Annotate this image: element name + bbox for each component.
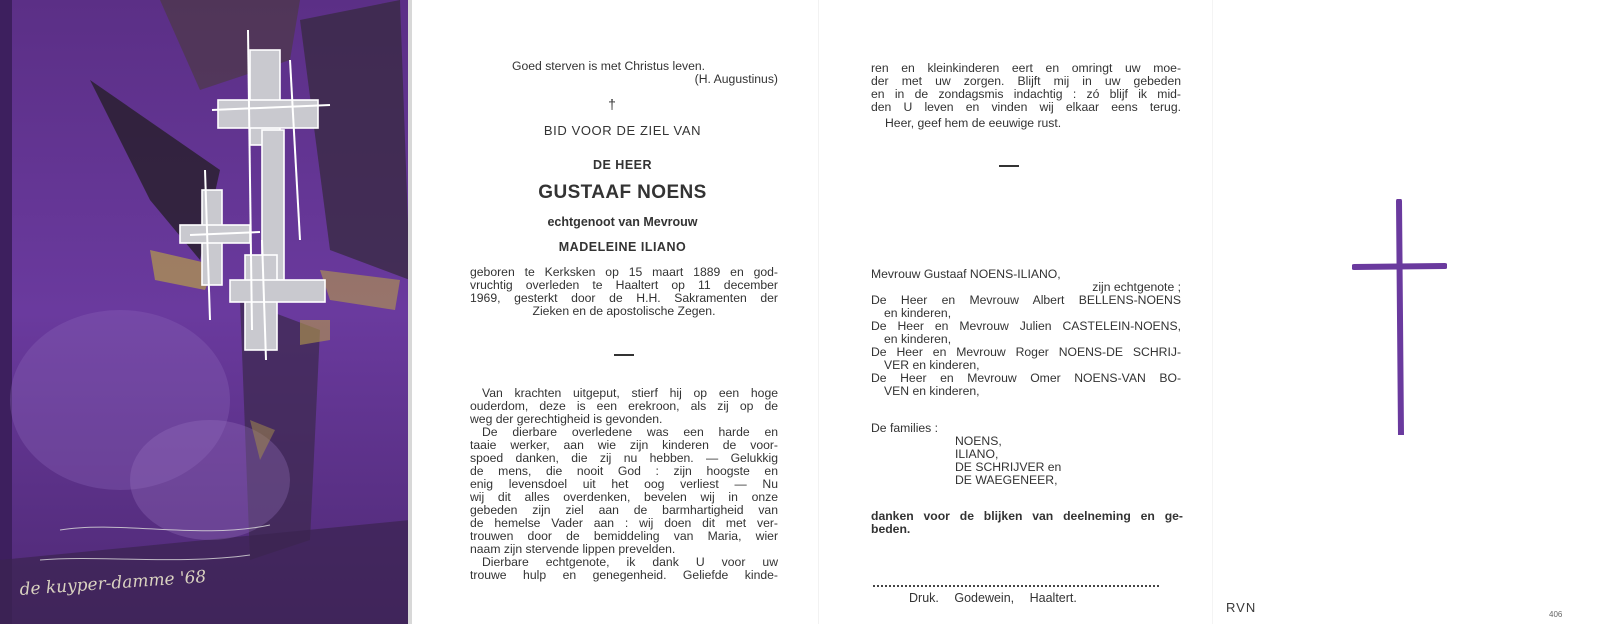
printer-town: Haaltert. xyxy=(1029,591,1077,605)
initials-mark: RVN xyxy=(1226,600,1257,615)
family-line: Mevrouw Gustaaf NOENS-ILIANO, xyxy=(871,267,1061,281)
text-line: taaie werker, aan wie zijn kinderen de voor- xyxy=(470,438,778,452)
text-line: naam zijn stervende lippen prevelden. xyxy=(470,542,676,556)
family-line: VER en kinderen, xyxy=(884,358,980,372)
thanks-text xyxy=(871,510,1183,536)
family-line: De Heer en Mevrouw Roger NOENS-DE SCHRIJ- xyxy=(871,345,1181,359)
text-line: geboren te Kerksken op 15 maart 1889 en god- xyxy=(470,265,778,279)
printer-name: Godewein, xyxy=(954,591,1015,605)
family-name: DE SCHRIJVER en xyxy=(955,460,1062,474)
deceased-name: GUSTAAF NOENS xyxy=(538,182,707,203)
family-name: NOENS, xyxy=(955,434,1002,448)
dotted-rule xyxy=(873,585,1159,587)
families-label: De families : xyxy=(871,421,939,435)
text-line: De dierbare overledene was een harde en xyxy=(482,425,778,439)
text-line: Van krachten uitgeput, stierf hij op een hoge xyxy=(482,386,778,400)
text-line: de hemelse Vader aan : wij doen dit met ver- xyxy=(470,516,778,530)
panel-edge xyxy=(408,0,412,624)
printer-line xyxy=(873,592,1159,605)
text-line: der met uw zorgen. Blijft mij in uw gebeden xyxy=(871,74,1181,88)
artwork-panel xyxy=(0,0,410,624)
quote-text: Goed sterven is met Christus leven. xyxy=(512,59,706,73)
printer-label: Druk. xyxy=(909,591,939,605)
title: DE HEER xyxy=(592,158,653,172)
birth-death-text xyxy=(470,266,778,318)
text-line: de mens, die nooit God : zijn hoogste en xyxy=(470,464,778,478)
family-list xyxy=(871,268,1181,398)
fold-line xyxy=(818,0,819,624)
family-line: De Heer en Mevrouw Julien CASTELEIN-NOENS, xyxy=(871,319,1181,333)
prayer-heading: BID VOOR DE ZIEL VAN xyxy=(543,123,702,138)
text-line: gebeden zijn ziel aan de barmhartigheid van xyxy=(470,503,778,517)
text-line: trouwen door de bemiddeling van Maria, wier xyxy=(470,529,778,543)
text-line: trouwe hulp en genegenheid. Geliefde kinde- xyxy=(470,568,778,582)
artist-signature: de kuyper-damme '68 xyxy=(18,566,207,600)
purple-cross-icon xyxy=(1352,199,1447,435)
spouse-name: MADELEINE ILIANO xyxy=(558,240,687,254)
text-line: vruchtig overleden te Haaltert op 11 december xyxy=(470,278,778,292)
continuation-text xyxy=(871,62,1181,114)
family-line: De Heer en Mevrouw Omer NOENS-VAN BO- xyxy=(871,371,1181,385)
family-line: De Heer en Mevrouw Albert BELLENS-NOENS xyxy=(871,293,1181,307)
text-line: weg der gerechtigheid is gevonden. xyxy=(470,412,663,426)
dagger-cross: † xyxy=(608,96,616,112)
spouse-intro: echtgenoot van Mevrouw xyxy=(547,215,698,229)
family-name: DE WAEGENEER, xyxy=(955,473,1058,487)
text-line: danken voor de blijken van deelneming en ge- xyxy=(871,509,1183,523)
eulogy-text xyxy=(470,387,778,582)
text-line: den U leven en vinden wij elkaar eens terug. xyxy=(871,100,1181,114)
family-line: en kinderen, xyxy=(884,332,952,346)
text-line: wij dit alles overdenken, bevelen wij in onze xyxy=(470,490,778,504)
fold-line-back xyxy=(1212,0,1213,624)
family-line: en kinderen, xyxy=(884,306,952,320)
rest-prayer: Heer, geef hem de eeuwige rust. xyxy=(885,116,1062,130)
family-line: zijn echtgenote ; xyxy=(1092,280,1181,294)
text-line: enig levensdoel uit het oog verliest — Nu xyxy=(470,477,778,491)
family-line: VEN en kinderen, xyxy=(884,384,980,398)
text-line: Dierbare echtgenote, ik dank U voor uw xyxy=(482,555,778,569)
family-name: ILIANO, xyxy=(955,447,999,461)
quote xyxy=(500,60,780,86)
text-line: ouderdom, deze is een erekroon, als zij op de xyxy=(470,399,778,413)
text-line: 1969, gesterkt door de H.H. Sakramenten der xyxy=(470,291,778,305)
text-line: ren en kleinkinderen eert en omringt uw moe- xyxy=(871,61,1181,75)
text-line: beden. xyxy=(871,522,911,536)
divider xyxy=(614,354,634,356)
quote-source: (H. Augustinus) xyxy=(694,72,778,86)
page-number: 406 xyxy=(1549,610,1563,619)
families-list xyxy=(871,422,1181,487)
text-line: Zieken en de apostolische Zegen. xyxy=(532,304,716,318)
text-line: spoed danken, die zij nu hebben. — Gelukkig xyxy=(470,451,778,465)
text-line: en in de zondagsmis indachtig : zó blijf ik mid- xyxy=(871,87,1181,101)
divider xyxy=(999,165,1019,167)
abstract-crosses-painting xyxy=(0,0,410,624)
